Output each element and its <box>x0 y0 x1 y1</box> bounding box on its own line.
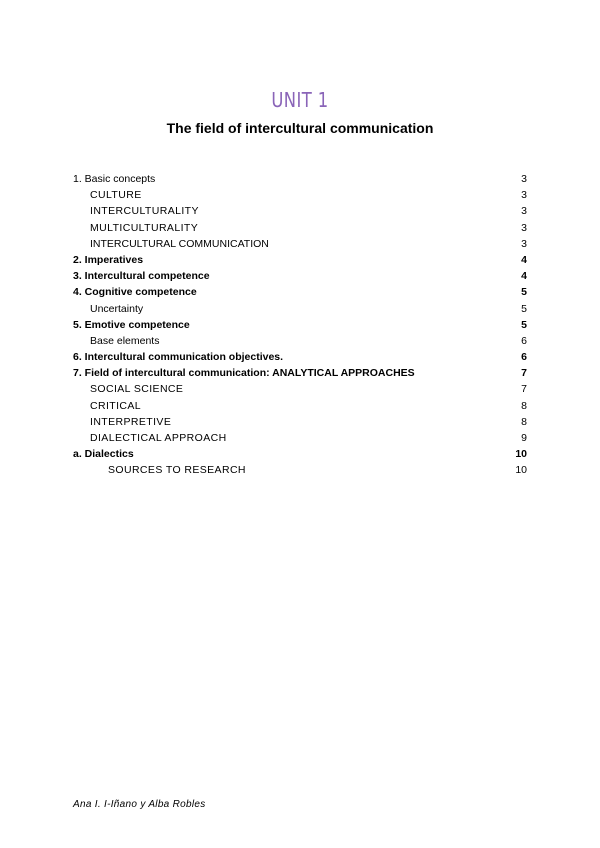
toc-entry-multiculturality[interactable] <box>73 220 527 236</box>
toc-entry-interpretive[interactable] <box>73 414 527 430</box>
toc-entry-label: CULTURE <box>90 189 142 202</box>
toc-entry-label: 3. Intercultural competence <box>73 270 210 283</box>
toc-entry-page: 4 <box>521 253 527 266</box>
toc-entry-page: 8 <box>521 415 527 428</box>
toc-entry-page: 10 <box>515 464 527 477</box>
toc-entry-page: 8 <box>521 399 527 412</box>
toc-entry-label: a. Dialectics <box>73 448 134 461</box>
toc-entry-page: 4 <box>521 270 527 283</box>
toc-entry-page: 6 <box>521 351 527 364</box>
toc-entry-page: 3 <box>521 237 527 250</box>
toc-entry-label: Uncertainty <box>90 302 144 315</box>
toc-entry-cognitive-competence[interactable] <box>73 284 527 300</box>
toc-entry-page: 6 <box>521 334 527 347</box>
toc-entry-label: DIALECTICAL APPROACH <box>90 432 227 444</box>
toc-entry-culture[interactable] <box>73 187 527 203</box>
toc-entry-label: MULTICULTURALITY <box>90 221 199 234</box>
toc-entry-label: 2. Imperatives <box>73 253 144 266</box>
toc-entry-label: 5. Emotive competence <box>73 318 190 331</box>
toc-entry-label: INTERCULTURAL COMMUNICATION <box>90 237 269 250</box>
toc-entry-label: SOCIAL SCIENCE <box>90 383 184 396</box>
toc-entry-sources-to-research[interactable] <box>73 462 527 478</box>
toc-entry-emotive-competence[interactable] <box>73 317 527 333</box>
table-of-contents <box>73 171 527 479</box>
footer-authors: Ana I. I-Iñano y Alba Robles <box>73 799 206 810</box>
toc-entry-page: 10 <box>515 448 527 461</box>
toc-entry-label: SOURCES TO RESEARCH <box>108 464 246 477</box>
document-subtitle: The field of intercultural communication <box>166 120 434 136</box>
toc-entry-base-elements[interactable] <box>73 333 527 349</box>
toc-entry-label: INTERPRETIVE <box>90 415 172 428</box>
toc-entry-page: 3 <box>521 173 527 185</box>
toc-entry-label: 4. Cognitive competence <box>73 286 197 299</box>
toc-entry-page: 7 <box>521 383 527 396</box>
toc-entry-dialectical-approach[interactable] <box>73 430 527 446</box>
toc-entry-uncertainty[interactable] <box>73 301 527 317</box>
toc-entry-page: 3 <box>521 221 527 234</box>
toc-entry-page: 3 <box>521 189 527 202</box>
unit-title: UNIT 1 <box>271 88 329 112</box>
toc-entry-imperatives[interactable] <box>73 252 527 268</box>
toc-entry-label: 1. Basic concepts <box>73 173 156 185</box>
toc-entry-analytical-approaches[interactable] <box>73 365 527 381</box>
toc-entry-page: 9 <box>521 432 527 444</box>
toc-entry-label: 6. Intercultural communication objectives. <box>73 351 284 364</box>
toc-entry-page: 5 <box>521 286 527 299</box>
toc-entry-label: CRITICAL <box>90 399 142 412</box>
toc-entry-page: 5 <box>521 302 527 315</box>
toc-entry-label: Base elements <box>90 334 160 347</box>
toc-entry-label: INTERCULTURALITY <box>90 205 199 218</box>
toc-entry-objectives[interactable] <box>73 349 527 365</box>
toc-entry-page: 5 <box>521 318 527 331</box>
toc-entry-dialectics[interactable] <box>73 446 527 462</box>
toc-entry-page: 7 <box>521 367 527 380</box>
toc-entry-social-science[interactable] <box>73 381 527 397</box>
toc-entry-page: 3 <box>521 205 527 218</box>
toc-entry-label: 7. Field of intercultural communication: ANALYTICAL APPROACHES <box>73 367 415 380</box>
toc-entry-critical[interactable] <box>73 398 527 414</box>
toc-entry-intercultural-competence[interactable] <box>73 268 527 284</box>
toc-entry-intercultural-communication[interactable] <box>73 236 527 252</box>
toc-entry-interculturality[interactable] <box>73 203 527 219</box>
toc-entry-basic-concepts[interactable] <box>73 171 527 187</box>
